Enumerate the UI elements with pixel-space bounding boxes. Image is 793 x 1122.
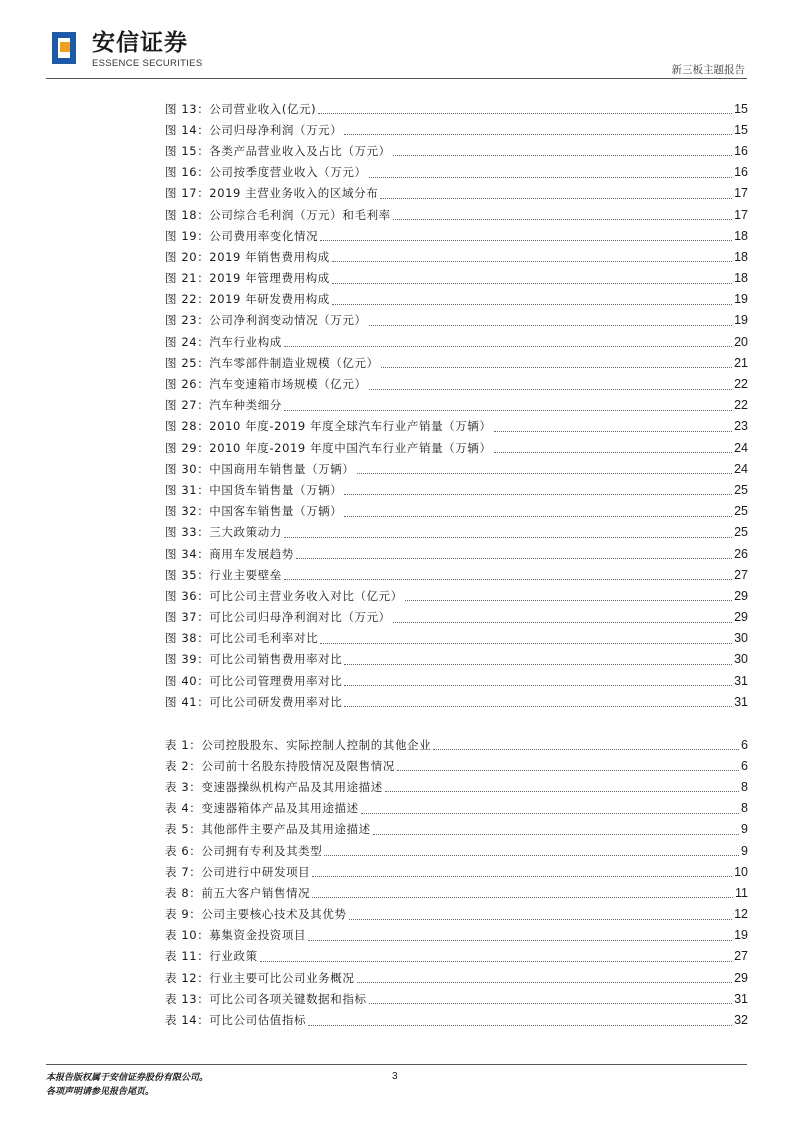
figure-entry-page: 26 — [734, 546, 748, 561]
figure-entry-label: 图 15：各类产品营业收入及占比（万元） — [165, 143, 391, 158]
figure-entry-page: 30 — [734, 652, 748, 667]
dot-leader — [385, 791, 739, 792]
dot-leader — [308, 940, 732, 941]
table-entry[interactable] — [165, 776, 748, 797]
table-entry[interactable] — [165, 798, 748, 819]
figure-entry-page: 29 — [734, 588, 748, 603]
figure-entry-label: 图 17：2019 主营业务收入的区域分布 — [165, 186, 379, 201]
dot-leader — [369, 389, 733, 390]
dot-leader — [393, 219, 732, 220]
table-entry-page: 8 — [741, 779, 748, 794]
figure-entry-label: 图 40：可比公司管理费用率对比 — [165, 673, 343, 688]
figure-entry-page: 25 — [734, 504, 748, 519]
table-list — [165, 734, 748, 1031]
footer-divider — [46, 1064, 747, 1065]
table-entry-label: 表 3：变速器操纵机构产品及其用途描述 — [165, 779, 383, 794]
table-entry[interactable] — [165, 1009, 748, 1030]
figure-entry-page: 22 — [734, 377, 748, 392]
figure-entry-label: 图 35：行业主要壁垒 — [165, 567, 282, 582]
disclaimer-note: 各项声明请参见报告尾页。 — [46, 1087, 155, 1097]
header-divider — [46, 78, 747, 79]
table-entry-label: 表 14：可比公司估值指标 — [165, 1013, 307, 1028]
table-entry[interactable] — [165, 819, 748, 840]
logo-english-name: ESSENCE SECURITIES — [92, 58, 203, 69]
dot-leader — [308, 1025, 732, 1026]
figure-entry-page: 22 — [734, 398, 748, 413]
table-entry-page: 31 — [734, 991, 748, 1006]
figure-entry[interactable] — [165, 585, 748, 606]
table-entry-page: 6 — [741, 758, 748, 773]
dot-leader — [357, 982, 733, 983]
figure-entry[interactable] — [165, 183, 748, 204]
dot-leader — [344, 664, 732, 665]
page-header — [0, 0, 793, 80]
dot-leader — [284, 537, 732, 538]
figure-entry-label: 图 32：中国客车销售量（万辆） — [165, 504, 343, 519]
dot-leader — [393, 622, 732, 623]
figure-entry[interactable] — [165, 670, 748, 691]
table-entry[interactable] — [165, 755, 748, 776]
table-entry-label: 表 13：可比公司各项关键数据和指标 — [165, 991, 367, 1006]
dot-leader — [324, 855, 739, 856]
dot-leader — [296, 558, 732, 559]
figure-entry-label: 图 13：公司营业收入(亿元) — [165, 101, 317, 116]
figure-entry-label: 图 16：公司按季度营业收入（万元） — [165, 165, 367, 180]
figure-entry-label: 图 23：公司净利润变动情况（万元） — [165, 313, 367, 328]
dot-leader — [357, 473, 733, 474]
figure-entry[interactable] — [165, 310, 748, 331]
figure-entry-label: 图 25：汽车零部件制造业规模（亿元） — [165, 355, 379, 370]
figure-entry[interactable] — [165, 501, 748, 522]
figure-entry[interactable] — [165, 268, 748, 289]
table-entry[interactable] — [165, 904, 748, 925]
figure-list — [165, 98, 748, 712]
figure-entry-page: 17 — [734, 207, 748, 222]
figure-entry-label: 图 19：公司费用率变化情况 — [165, 228, 319, 243]
figure-entry-page: 31 — [734, 673, 748, 688]
figure-entry[interactable] — [165, 607, 748, 628]
table-entry[interactable] — [165, 840, 748, 861]
dot-leader — [260, 961, 732, 962]
dot-leader — [397, 770, 739, 771]
table-entry-page: 32 — [734, 1013, 748, 1028]
dot-leader — [320, 643, 732, 644]
essence-logo-icon — [46, 28, 82, 68]
table-entry-label: 表 8：前五大客户销售情况 — [165, 885, 311, 900]
figure-entry[interactable] — [165, 543, 748, 564]
table-entry-page: 10 — [734, 864, 748, 879]
figure-entry[interactable] — [165, 289, 748, 310]
table-entry-label: 表 9：公司主要核心技术及其优势 — [165, 907, 347, 922]
dot-leader — [369, 177, 733, 178]
figure-entry[interactable] — [165, 352, 748, 373]
figure-entry[interactable] — [165, 204, 748, 225]
dot-leader — [393, 155, 732, 156]
dot-leader — [381, 367, 732, 368]
dot-leader — [380, 198, 732, 199]
copyright-note: 本报告版权属于安信证券股份有限公司。 — [46, 1073, 209, 1083]
figure-entry-page: 16 — [734, 143, 748, 158]
figure-entry[interactable] — [165, 395, 748, 416]
figure-entry-label: 图 20：2019 年销售费用构成 — [165, 249, 330, 264]
dot-leader — [494, 452, 733, 453]
figure-entry[interactable] — [165, 98, 748, 119]
table-entry-page: 27 — [734, 949, 748, 964]
dot-leader — [344, 494, 732, 495]
figure-entry[interactable] — [165, 649, 748, 670]
figure-entry[interactable] — [165, 458, 748, 479]
dot-leader — [361, 813, 739, 814]
table-entry-page: 8 — [741, 801, 748, 816]
figure-entry-page: 25 — [734, 525, 748, 540]
figure-entry[interactable] — [165, 416, 748, 437]
figure-entry-label: 图 31：中国货车销售量（万辆） — [165, 482, 343, 497]
table-entry-page: 29 — [734, 970, 748, 985]
figure-entry[interactable] — [165, 479, 748, 500]
dot-leader — [284, 579, 732, 580]
dot-leader — [344, 134, 732, 135]
figure-entry-label: 图 21：2019 年管理费用构成 — [165, 271, 330, 286]
dot-leader — [332, 283, 732, 284]
figure-entry[interactable] — [165, 246, 748, 267]
figure-entry-page: 18 — [734, 271, 748, 286]
figure-entry[interactable] — [165, 628, 748, 649]
table-entry[interactable] — [165, 967, 748, 988]
figure-entry-page: 21 — [734, 355, 748, 370]
report-type-label: 新三板主题报告 — [671, 64, 745, 76]
figure-entry[interactable] — [165, 140, 748, 161]
table-entry-label: 表 5：其他部件主要产品及其用途描述 — [165, 822, 371, 837]
figure-entry-page: 15 — [734, 101, 748, 116]
figure-entry-label: 图 27：汽车种类细分 — [165, 398, 282, 413]
figure-entry-page: 17 — [734, 186, 748, 201]
figure-entry[interactable] — [165, 225, 748, 246]
figure-entry-label: 图 26：汽车变速箱市场规模（亿元） — [165, 377, 367, 392]
figure-entry-label: 图 41：可比公司研发费用率对比 — [165, 694, 343, 709]
figure-entry-page: 31 — [734, 694, 748, 709]
figure-entry-label: 图 29：2010 年度-2019 年度中国汽车行业产销量（万辆） — [165, 440, 492, 455]
dot-leader — [369, 325, 733, 326]
figure-entry-page: 15 — [734, 122, 748, 137]
table-entry[interactable] — [165, 988, 748, 1009]
figure-entry-page: 19 — [734, 313, 748, 328]
dot-leader — [344, 685, 732, 686]
dot-leader — [312, 876, 732, 877]
figure-entry-page: 23 — [734, 419, 748, 434]
figure-entry[interactable] — [165, 564, 748, 585]
table-entry-page: 12 — [734, 907, 748, 922]
table-entry-label: 表 6：公司拥有专利及其类型 — [165, 843, 323, 858]
figure-entry[interactable] — [165, 522, 748, 543]
figure-entry-label: 图 34：商用车发展趋势 — [165, 546, 294, 561]
dot-leader — [320, 240, 732, 241]
figure-entry-page: 30 — [734, 631, 748, 646]
dot-leader — [312, 897, 733, 898]
figure-entry[interactable] — [165, 691, 748, 712]
page-number: 3 — [392, 1071, 398, 1082]
figure-entry-label: 图 24：汽车行业构成 — [165, 334, 282, 349]
table-entry-page: 11 — [735, 885, 748, 900]
figure-entry[interactable] — [165, 331, 748, 352]
dot-leader — [332, 304, 732, 305]
dot-leader — [318, 113, 732, 114]
table-entry-label: 表 12：行业主要可比公司业务概况 — [165, 970, 355, 985]
table-entry-label: 表 4：变速器箱体产品及其用途描述 — [165, 801, 359, 816]
figure-entry-page: 24 — [734, 461, 748, 476]
dot-leader — [433, 749, 739, 750]
dot-leader — [405, 600, 732, 601]
table-entry-page: 19 — [734, 928, 748, 943]
figure-entry-page: 20 — [734, 334, 748, 349]
table-entry-page: 6 — [741, 737, 748, 752]
figure-entry-label: 图 22：2019 年研发费用构成 — [165, 292, 330, 307]
dot-leader — [373, 834, 739, 835]
figure-entry-label: 图 37：可比公司归母净利润对比（万元） — [165, 610, 391, 625]
table-entry[interactable] — [165, 861, 748, 882]
figure-entry-label: 图 14：公司归母净利润（万元） — [165, 122, 343, 137]
table-entry-label: 表 2：公司前十名股东持股情况及限售情况 — [165, 758, 395, 773]
figure-entry-page: 27 — [734, 567, 748, 582]
table-entry-label: 表 11：行业政策 — [165, 949, 258, 964]
figure-entry-page: 25 — [734, 482, 748, 497]
table-entry[interactable] — [165, 946, 748, 967]
table-entry[interactable] — [165, 882, 748, 903]
dot-leader — [332, 261, 732, 262]
figure-entry-page: 16 — [734, 165, 748, 180]
table-entry-page: 9 — [741, 843, 748, 858]
dot-leader — [344, 706, 732, 707]
figure-entry-label: 图 30：中国商用车销售量（万辆） — [165, 461, 355, 476]
figure-entry[interactable] — [165, 162, 748, 183]
dot-leader — [349, 919, 733, 920]
table-entry[interactable] — [165, 925, 748, 946]
figure-entry-label: 图 33：三大政策动力 — [165, 525, 282, 540]
table-entry-label: 表 7：公司进行中研发项目 — [165, 864, 311, 879]
figure-entry-label: 图 36：可比公司主营业务收入对比（亿元） — [165, 588, 403, 603]
figure-entry-page: 24 — [734, 440, 748, 455]
figure-entry-page: 19 — [734, 292, 748, 307]
figure-entry-page: 29 — [734, 610, 748, 625]
dot-leader — [284, 410, 732, 411]
figure-entry[interactable] — [165, 119, 748, 140]
table-entry[interactable] — [165, 734, 748, 755]
figure-entry-label: 图 28：2010 年度-2019 年度全球汽车行业产销量（万辆） — [165, 419, 492, 434]
table-entry-label: 表 1：公司控股股东、实际控制人控制的其他企业 — [165, 737, 432, 752]
logo-chinese-name: 安信证券 — [92, 30, 188, 56]
figure-entry[interactable] — [165, 437, 748, 458]
dot-leader — [494, 431, 733, 432]
table-entry-page: 9 — [741, 822, 748, 837]
figure-entry[interactable] — [165, 373, 748, 394]
figure-entry-page: 18 — [734, 249, 748, 264]
figure-entry-label: 图 39：可比公司销售费用率对比 — [165, 652, 343, 667]
figure-entry-page: 18 — [734, 228, 748, 243]
dot-leader — [284, 346, 732, 347]
dot-leader — [344, 516, 732, 517]
dot-leader — [369, 1003, 733, 1004]
figure-entry-label: 图 18：公司综合毛利润（万元）和毛利率 — [165, 207, 391, 222]
figure-entry-label: 图 38：可比公司毛利率对比 — [165, 631, 319, 646]
table-entry-label: 表 10：募集资金投资项目 — [165, 928, 307, 943]
